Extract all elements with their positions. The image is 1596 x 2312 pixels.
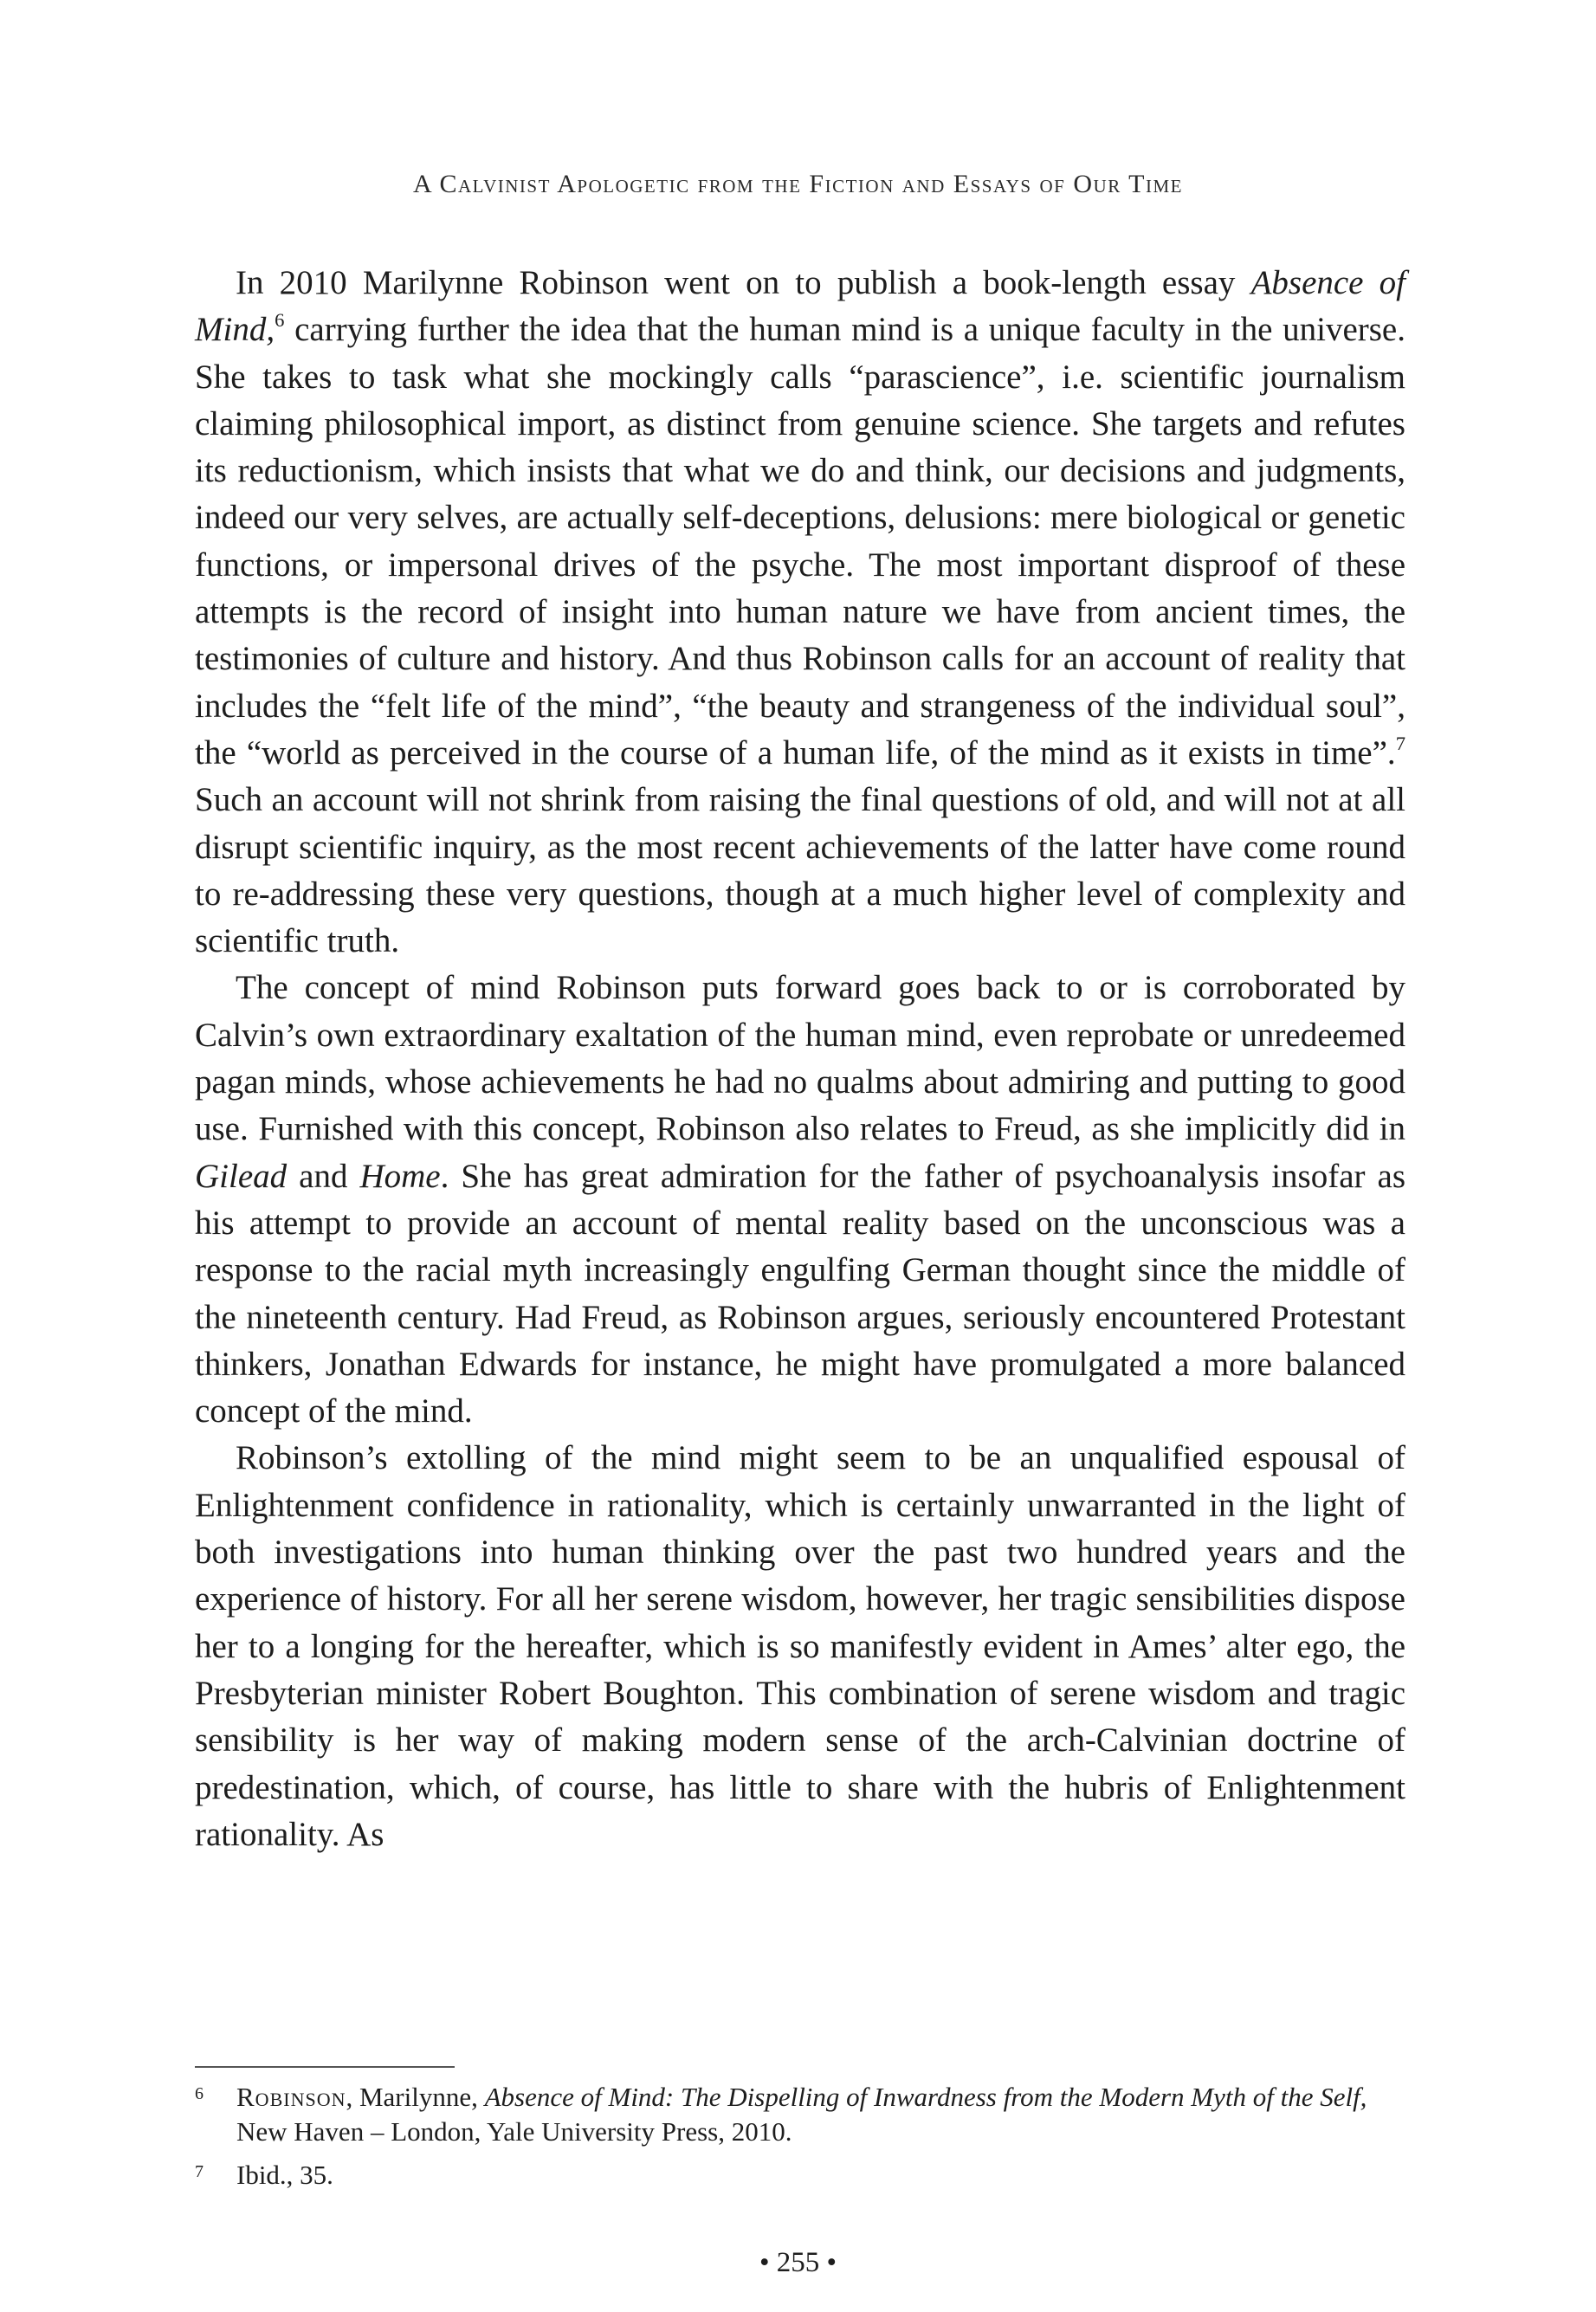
footnote-book-title: Absence of Mind: The Dispelling of Inwardness from the Modern Myth of the Self, [484, 2082, 1367, 2112]
body-text [195, 260, 1405, 1858]
p3-text: Robinson’s extolling of the mind might seem to be an unqualified espousal of Enlightenment confidence in rationality, which is certainly unwarranted in the light of both investigations into human thinking over the past two hundred years and the experience of history. For all her serene wisdom, however, her tragic sensibilities dispose her to a longing for the hereafter, which is so manifestly evident in Ames’ alter ego, the Presbyterian minister Robert Boughton. This combination of serene wisdom and tragic sensibility is her way of making modern sense of the arch-Calvinian doctrine of predestination, which, of course, has little to share with the hubris of Enlightenment rationality. As [195, 1439, 1405, 1853]
p1-text-3: Such an account will not shrink from raising the final questions of old, and will not at all disrupt scientific inquiry, as the most recent achievements of the latter have come round to re-addressing these very questions, though at a much higher level of complexity and scientific truth. [195, 781, 1405, 960]
footnote-publication: New Haven – London, Yale University Press, 2010. [236, 2116, 792, 2147]
footnote-author: Robinson [236, 2082, 346, 2112]
p1-text-1: In 2010 Marilynne Robinson went on to publish a book-length essay [236, 264, 1251, 301]
paragraph-3 [195, 1435, 1405, 1858]
footnote-7 [195, 2158, 1405, 2193]
running-head: A Calvinist Apologetic from the Fiction and Essays of Our Time [413, 170, 1183, 198]
p2-text-2: . She has great admiration for the father of psychoanalysis insofar as his attempt to provide an account of mental reality based on the unconscious was a response to the racial myth increasingly engulfing German thought since the middle of the nineteenth century. Had Freud, as Robinson argues, seriously encountered Protestant thinkers, Jonathan Edwards for instance, he might have promulgated a more balanced concept of the mind. [195, 1157, 1405, 1430]
footnote-number: 6 [195, 2084, 204, 2103]
page-number: • 255 • [759, 2247, 837, 2278]
p2-title-gilead: Gilead [195, 1157, 288, 1195]
p2-title-home: Home [359, 1157, 441, 1195]
footnote-text: Ibid., 35. [236, 2160, 333, 2190]
paragraph-1 [195, 260, 1405, 965]
footnote-6 [195, 2080, 1405, 2149]
footnotes [195, 2080, 1405, 2201]
footnote-number: 7 [195, 2162, 204, 2181]
paragraph-2 [195, 965, 1405, 1435]
p1-book-title: Absence of Mind, [195, 264, 1405, 349]
footnote-rule [195, 2066, 455, 2068]
p1-text-2: carrying further the idea that the human mind is a unique faculty in the universe. She takes to task what she mockingly calls “parascience”, i.e. scientific journalism claiming philosophical import, as distinct from genuine science. She targets and refutes its reductionism, which insists that what we do and think, our decisions and judgments, indeed our very selves, are actually self-deceptions, delusions: mere biological or genetic functions, or impersonal drives of the psyche. The most important disproof of these attempts is the record of insight into human nature we have from ancient times, the testimonies of culture and history. And thus Robinson calls for an account of reality that includes the “felt life of the mind”, “the beauty and strangeness of the individual soul”, the “world as perceived in the course of a human life, of the mind as it exists in time”. [195, 311, 1405, 772]
p2-text-1: The concept of mind Robinson puts forward goes back to or is corroborated by Calvin’s own extraordinary exaltation of the human mind, even reprobate or unredeemed pagan minds, whose achievements he had no qualms about admiring and putting to good use. Furnished with this concept, Robinson also relates to Freud, as she implicitly did in [195, 969, 1405, 1148]
footnote-ref-6[interactable]: 6 [275, 309, 285, 332]
p2-and: and [287, 1157, 360, 1195]
footnote-ref-7[interactable]: 7 [1395, 733, 1405, 755]
footnote-author-rest: , Marilynne, [346, 2082, 485, 2112]
